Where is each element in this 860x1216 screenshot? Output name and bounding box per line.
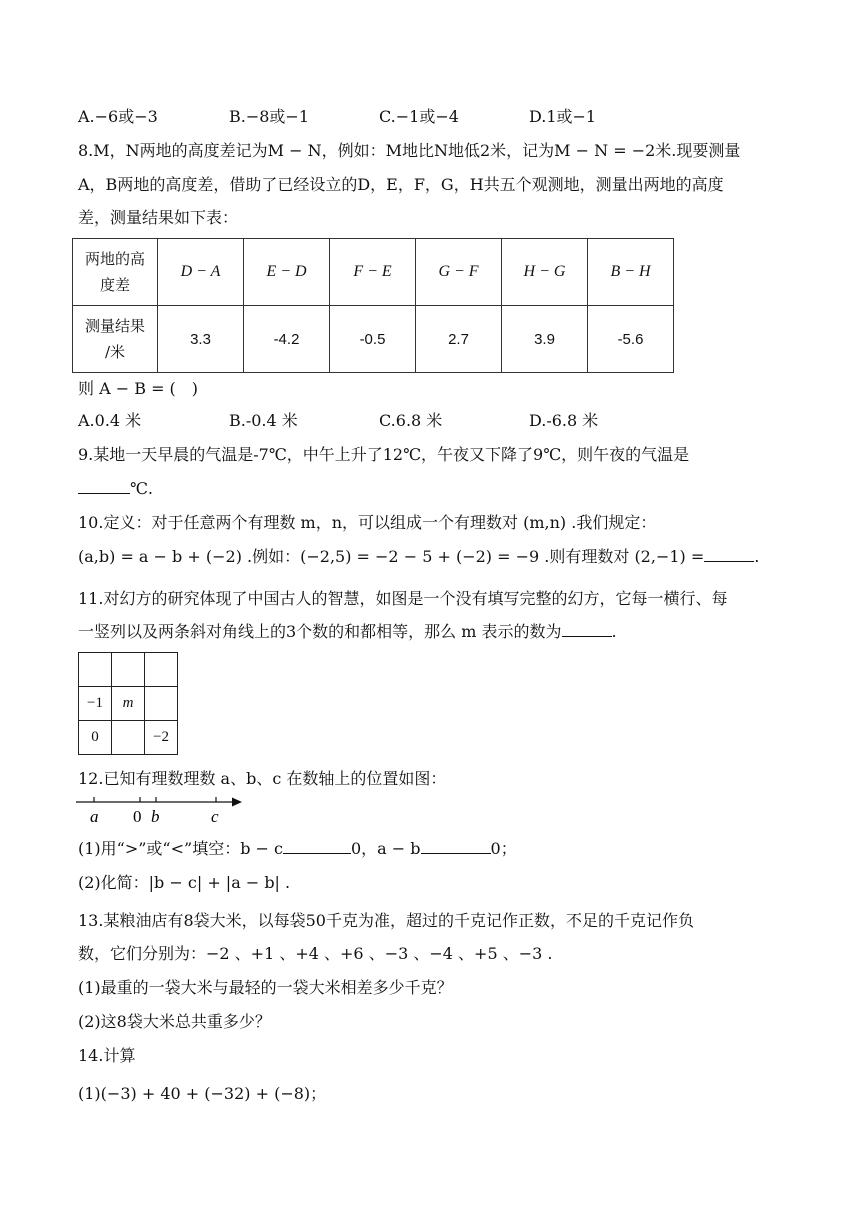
q8-option-a: A.0.4 米 [78, 411, 142, 430]
table-cell: D − A [158, 239, 244, 306]
label-c: c [211, 807, 219, 826]
q12-p1-mid: 0，a − b [350, 839, 421, 858]
table-cell: B − H [588, 239, 674, 306]
q8-option-b: B.-0.4 米 [229, 411, 298, 430]
header-text: /米 [104, 343, 126, 361]
table-cell: H − G [502, 239, 588, 306]
q9-unit: ℃. [130, 479, 153, 498]
q12-p1-end: 0； [490, 839, 517, 858]
magic-cell [79, 653, 112, 687]
table-row [73, 306, 674, 373]
q13-line-1: 13.某粮油店有8袋大米，以每袋50千克为准，超过的千克记作正数，不足的千克记作负 [78, 911, 694, 930]
magic-cell [145, 653, 178, 687]
q13-part-1: (1)最重的一袋大米与最轻的一袋大米相差多少千克？ [78, 978, 453, 997]
q11-line-1: 11.对幻方的研究体现了中国古人的智慧，如图是一个没有填写完整的幻方，它每一横行、每 [78, 589, 728, 608]
q7-option-a: A.−6或−3 [78, 107, 158, 126]
table-cell: 3.3 [158, 306, 244, 373]
answer-blank[interactable] [421, 839, 491, 854]
header-text: 度差 [99, 276, 130, 294]
number-line [76, 792, 246, 828]
magic-cell: 0 [79, 721, 112, 755]
table-header-result [73, 306, 158, 373]
answer-blank[interactable] [704, 547, 754, 562]
table-header-diff [73, 239, 158, 306]
q8-option-d: D.-6.8 米 [529, 411, 599, 430]
table-cell: -4.2 [244, 306, 330, 373]
table-cell: -5.6 [588, 306, 674, 373]
header-text: 两地的高 [84, 250, 145, 268]
q12-line-1: 12.已知有理数理数 a、b、c 在数轴上的位置如图： [78, 769, 447, 788]
label-b: b [151, 807, 160, 826]
magic-square [78, 652, 178, 755]
table-row [79, 721, 178, 755]
q8-line-1: 8.M，N两地的高度差记为M − N，例如：M地比N地低2米，记为M − N = −2米.现要测量 [78, 141, 741, 160]
q14-part-1: (1)(−3) + 40 + (−32) + (−8)； [78, 1084, 327, 1103]
q12-p1-start: (1)用“>”或“<”填空：b − c [78, 839, 283, 858]
magic-cell [112, 721, 145, 755]
table-row [79, 653, 178, 687]
table-cell: 3.9 [502, 306, 588, 373]
q12-part-1 [78, 838, 517, 860]
q10-period: . [754, 547, 760, 566]
magic-cell [112, 653, 145, 687]
q10-definition: (a,b) = a − b + (−2) .例如：(−2,5) = −2 − 5 + (−2) = −9 .则有理数对 (2,−1) = [78, 547, 705, 566]
q7-option-b: B.−8或−1 [229, 107, 310, 126]
q8-measurement-table [72, 238, 674, 373]
table-cell: -0.5 [330, 306, 416, 373]
q8-line-2: A，B两地的高度差，借助了已经设立的D，E，F，G，H共五个观测地，测量出两地的高度 [78, 175, 724, 194]
label-0: 0 [133, 807, 142, 826]
answer-blank[interactable] [78, 479, 130, 494]
q11-line-2 [78, 621, 617, 643]
q12-part-2: (2)化简：|b − c| + |a − b| . [78, 873, 291, 892]
q13-line-2: 数，它们分别为：−2 、+1 、+4 、+6 、−3 、−4 、+5 、−3 . [78, 944, 553, 963]
q8-line-3: 差，测量结果如下表： [78, 208, 239, 227]
magic-cell [145, 687, 178, 721]
label-a: a [90, 807, 99, 826]
answer-blank[interactable] [283, 839, 351, 854]
table-cell: F − E [330, 239, 416, 306]
q8-ask: 则 A − B = ( ) [78, 379, 199, 398]
table-cell: G − F [416, 239, 502, 306]
axis-arrow-icon [232, 798, 242, 807]
q9-line-2 [78, 478, 153, 500]
magic-cell: m [112, 687, 145, 721]
q8-option-c: C.6.8 米 [379, 411, 443, 430]
q7-option-c: C.−1或−4 [379, 107, 459, 126]
magic-cell: −2 [145, 721, 178, 755]
magic-cell: −1 [79, 687, 112, 721]
q14-title: 14.计算 [78, 1046, 136, 1065]
header-text: 测量结果 [84, 317, 145, 335]
table-cell: E − D [244, 239, 330, 306]
q7-option-d: D.1或−1 [529, 107, 597, 126]
q11-period: . [611, 622, 617, 641]
q13-part-2: (2)这8袋大米总共重多少？ [78, 1012, 271, 1031]
table-row [73, 239, 674, 306]
table-cell: 2.7 [416, 306, 502, 373]
answer-blank[interactable] [562, 622, 612, 637]
q11-question: 一竖列以及两条斜对角线上的3个数的和都相等，那么 m 表示的数为 [78, 622, 562, 641]
q10-line-2 [78, 546, 759, 568]
q9-line-1: 9.某地一天早晨的气温是-7℃，中午上升了12℃，午夜又下降了9℃，则午夜的气温是 [78, 445, 690, 464]
table-row [79, 687, 178, 721]
q10-line-1: 10.定义：对于任意两个有理数 m，n，可以组成一个有理数对 (m,n) .我们规定： [78, 513, 657, 532]
